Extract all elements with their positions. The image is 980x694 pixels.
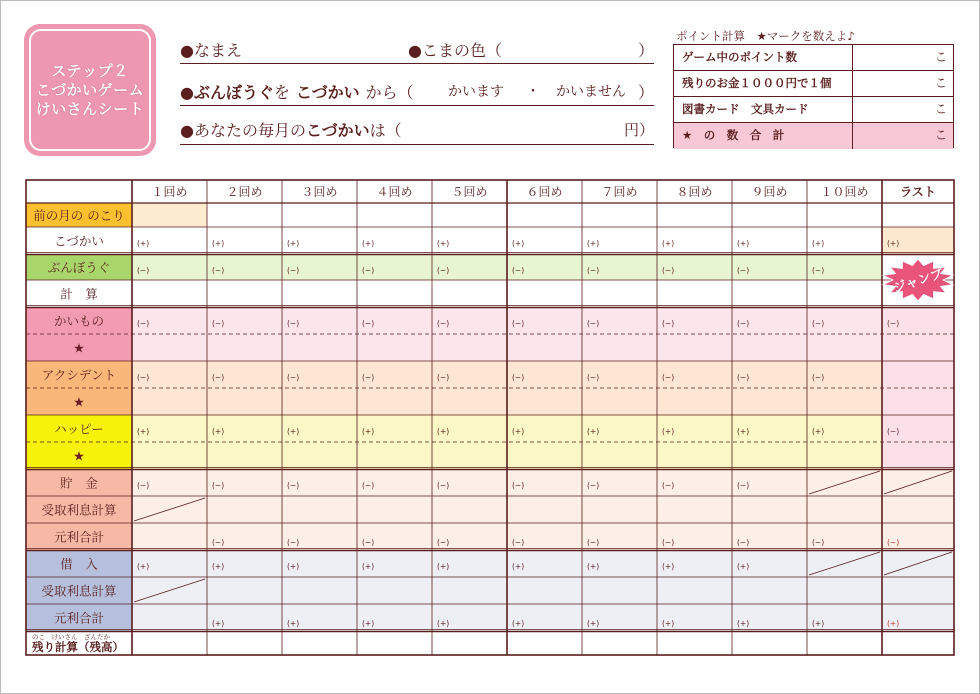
table-cell[interactable]	[132, 280, 207, 307]
sign-mark: (+)	[737, 562, 750, 571]
row-label: 元利合計	[53, 529, 105, 545]
sign-mark: (−)	[737, 373, 750, 382]
table-cell[interactable]	[732, 280, 807, 307]
table-cell[interactable]	[732, 496, 807, 523]
sign-mark: (+)	[362, 427, 375, 436]
table-cell[interactable]	[657, 203, 732, 227]
sign-mark: (+)	[662, 562, 675, 571]
table-cell[interactable]	[657, 496, 732, 523]
sign-mark: (−)	[812, 319, 825, 328]
stationery-label: ●ぶんぼうぐ	[180, 82, 274, 102]
table-cell[interactable]	[582, 442, 657, 469]
table-cell[interactable]	[582, 280, 657, 307]
allowance-bold: こづかい	[305, 120, 370, 140]
column-header: ７回め	[601, 185, 638, 199]
table-cell[interactable]	[132, 523, 207, 550]
table-cell[interactable]	[357, 631, 432, 655]
sign-mark: (−)	[362, 538, 375, 547]
sign-mark: (−)	[512, 266, 525, 275]
table-cell[interactable]	[282, 388, 357, 415]
sign-mark: (−)	[137, 373, 150, 382]
table-cell[interactable]	[657, 280, 732, 307]
sign-mark: (−)	[737, 266, 750, 275]
table-cell[interactable]	[282, 631, 357, 655]
table-cell[interactable]	[432, 442, 507, 469]
sign-mark: (+)	[512, 239, 525, 248]
option-not-buy[interactable]: かいません	[556, 84, 626, 100]
row-label: ★	[73, 341, 85, 357]
column-header: １０回め	[820, 185, 869, 199]
table-cell[interactable]	[807, 631, 882, 655]
column-header: ３回め	[301, 185, 338, 199]
table-cell[interactable]	[807, 334, 882, 361]
table-cell[interactable]	[807, 280, 882, 307]
title-line-1: ステップ２	[51, 61, 129, 80]
row-label: 貯 金	[60, 475, 98, 491]
table-cell[interactable]	[582, 203, 657, 227]
sign-mark: (−)	[362, 373, 375, 382]
table-cell[interactable]	[882, 496, 954, 523]
sign-mark: (−)	[137, 481, 150, 490]
sign-mark: (+)	[137, 427, 150, 436]
table-cell[interactable]	[132, 203, 207, 227]
sign-mark: (−)	[512, 538, 525, 547]
sign-mark: (−)	[587, 481, 600, 490]
table-cell[interactable]	[732, 334, 807, 361]
sign-mark: (−)	[662, 373, 675, 382]
sign-mark: (−)	[137, 319, 150, 328]
sign-mark: (−)	[287, 481, 300, 490]
sign-mark: (+)	[737, 427, 750, 436]
sign-mark: (−)	[662, 538, 675, 547]
sign-mark: (−)	[212, 538, 225, 547]
sign-mark: (−)	[362, 481, 375, 490]
table-cell[interactable]	[432, 388, 507, 415]
row-label: アクシデント	[41, 367, 117, 383]
table-cell[interactable]	[882, 203, 954, 227]
sign-mark: (+)	[437, 562, 450, 571]
table-cell[interactable]	[432, 631, 507, 655]
table-cell[interactable]	[582, 388, 657, 415]
table-cell[interactable]	[807, 577, 882, 604]
stationery-close: ）	[637, 82, 654, 102]
sign-mark: (−)	[662, 319, 675, 328]
table-cell[interactable]	[582, 496, 657, 523]
row-label: ハッピー	[54, 421, 104, 437]
table-cell[interactable]	[207, 496, 282, 523]
sign-mark: (+)	[587, 239, 600, 248]
table-cell[interactable]	[357, 280, 432, 307]
table-cell[interactable]	[282, 280, 357, 307]
table-cell[interactable]	[507, 203, 582, 227]
column-header: ラスト	[900, 185, 936, 199]
row-label: 借 入	[60, 556, 98, 572]
sign-mark: (−)	[212, 373, 225, 382]
yen-label: 円）	[623, 120, 654, 139]
stationery-from: から（	[365, 82, 414, 102]
sign-mark: (+)	[437, 619, 450, 628]
sign-mark: (−)	[812, 266, 825, 275]
points-unit: こ	[934, 102, 947, 116]
table-cell[interactable]	[507, 280, 582, 307]
table-cell[interactable]	[432, 577, 507, 604]
table-cell[interactable]	[507, 631, 582, 655]
sign-mark: (+)	[287, 239, 300, 248]
table-cell[interactable]	[282, 496, 357, 523]
points-unit: こ	[934, 128, 947, 142]
color-label: ●こまの色（	[408, 40, 502, 60]
sign-mark: (+)	[887, 619, 900, 628]
table-cell[interactable]	[732, 577, 807, 604]
title-line-2: こづかいゲーム	[35, 80, 145, 99]
sign-mark: (+)	[362, 239, 375, 248]
table-cell[interactable]	[507, 334, 582, 361]
table-cell[interactable]	[357, 442, 432, 469]
column-header: ９回め	[751, 185, 788, 199]
sign-mark: (−)	[737, 481, 750, 490]
table-cell[interactable]	[657, 442, 732, 469]
sign-mark: (−)	[587, 319, 600, 328]
table-cell[interactable]	[882, 442, 954, 469]
sign-mark: (+)	[212, 427, 225, 436]
table-cell[interactable]	[207, 577, 282, 604]
sign-mark: (−)	[812, 538, 825, 547]
sign-mark: (−)	[287, 538, 300, 547]
table-cell[interactable]	[207, 334, 282, 361]
color-close: ）	[637, 40, 654, 60]
sign-mark: (+)	[362, 562, 375, 571]
table-cell[interactable]	[732, 631, 807, 655]
points-unit: こ	[934, 50, 947, 64]
table-cell[interactable]	[432, 203, 507, 227]
sign-mark: (−)	[587, 538, 600, 547]
sign-mark: (−)	[362, 319, 375, 328]
sign-mark: (−)	[887, 319, 900, 328]
sign-mark: (+)	[437, 427, 450, 436]
points-row-label: 残りのお金１０００円で１個	[682, 76, 832, 90]
table-cell[interactable]	[357, 203, 432, 227]
sign-mark: (−)	[662, 481, 675, 490]
sign-mark: (−)	[437, 319, 450, 328]
sign-mark: (+)	[512, 562, 525, 571]
table-cell[interactable]	[807, 496, 882, 523]
table-cell[interactable]	[732, 388, 807, 415]
table-cell[interactable]	[357, 388, 432, 415]
row-label: 前の月の のこり	[33, 208, 125, 223]
column-header: ５回め	[451, 185, 488, 199]
sign-mark: (−)	[287, 319, 300, 328]
table-cell[interactable]	[882, 631, 954, 655]
option-buy[interactable]: かいます	[448, 84, 504, 100]
sign-mark: (−)	[137, 266, 150, 275]
points-unit: こ	[934, 76, 947, 90]
table-cell[interactable]	[132, 442, 207, 469]
table-cell[interactable]	[582, 334, 657, 361]
table-cell[interactable]	[132, 388, 207, 415]
table-cell[interactable]	[282, 334, 357, 361]
table-cell[interactable]	[282, 203, 357, 227]
table-cell[interactable]	[282, 442, 357, 469]
sign-mark: (+)	[512, 427, 525, 436]
table-cell[interactable]	[507, 577, 582, 604]
sign-mark: (+)	[212, 239, 225, 248]
sign-mark: (+)	[812, 427, 825, 436]
table-cell[interactable]	[357, 577, 432, 604]
table-cell[interactable]	[207, 280, 282, 307]
points-caption: ポイント計算 ★マークを数えよ♪	[676, 29, 855, 43]
sign-mark: (+)	[662, 427, 675, 436]
table-cell[interactable]	[882, 577, 954, 604]
table-cell[interactable]	[282, 577, 357, 604]
sign-mark: (−)	[212, 266, 225, 275]
table-cell[interactable]	[882, 388, 954, 415]
option-separator: ・	[526, 84, 540, 100]
table-cell[interactable]	[807, 388, 882, 415]
table-cell[interactable]	[357, 334, 432, 361]
sign-mark: (+)	[437, 239, 450, 248]
row-label: 受取利息計算	[41, 502, 117, 518]
sign-mark: (−)	[437, 538, 450, 547]
table-cell[interactable]	[432, 334, 507, 361]
sign-mark: (+)	[287, 619, 300, 628]
row-label: 計 算	[60, 286, 98, 302]
table-cell[interactable]	[807, 203, 882, 227]
table-cell[interactable]	[582, 631, 657, 655]
sign-mark: (+)	[587, 619, 600, 628]
sign-mark: (−)	[737, 538, 750, 547]
name-label: ●なまえ	[180, 40, 242, 60]
table-cell[interactable]	[132, 631, 207, 655]
sign-mark: (+)	[287, 427, 300, 436]
sign-mark: (−)	[287, 266, 300, 275]
row-label: ぶんぼうぐ	[47, 260, 111, 275]
column-header: ２回め	[226, 185, 263, 199]
sign-mark: (+)	[137, 239, 150, 248]
sign-mark: (+)	[137, 562, 150, 571]
table-cell[interactable]	[657, 631, 732, 655]
table-cell[interactable]	[432, 280, 507, 307]
sign-mark: (+)	[212, 619, 225, 628]
row-label: かいもの	[53, 313, 105, 329]
sign-mark: (−)	[437, 266, 450, 275]
sign-mark: (−)	[812, 373, 825, 382]
table-cell[interactable]	[657, 577, 732, 604]
table-cell[interactable]	[882, 334, 954, 361]
row-label-ruby: のこ けいさん ざんだか	[32, 633, 110, 641]
sign-mark: (+)	[812, 619, 825, 628]
points-row-label: ゲーム中のポイント数	[682, 50, 797, 64]
sign-mark: (−)	[587, 266, 600, 275]
table-cell[interactable]	[807, 442, 882, 469]
sign-mark: (+)	[662, 619, 675, 628]
column-header: １回め	[151, 185, 188, 199]
sign-mark: (+)	[287, 562, 300, 571]
points-row-label: ★ の 数 合 計	[682, 128, 785, 142]
table-cell[interactable]	[507, 388, 582, 415]
table-cell[interactable]	[882, 361, 954, 388]
column-header: ８回め	[676, 185, 713, 199]
sign-mark: (−)	[437, 481, 450, 490]
sign-mark: (+)	[587, 562, 600, 571]
sign-mark: (−)	[512, 319, 525, 328]
sign-mark: (−)	[887, 538, 900, 547]
points-row-label: 図書カード 文具カード	[682, 102, 809, 116]
table-cell[interactable]	[207, 203, 282, 227]
allowance-ha: は（	[369, 120, 402, 140]
row-label: ★	[73, 449, 85, 465]
table-cell[interactable]	[507, 496, 582, 523]
sign-mark: (−)	[512, 481, 525, 490]
table-cell[interactable]	[732, 203, 807, 227]
stationery-allowance: こづかい	[295, 82, 360, 102]
table-cell[interactable]	[507, 442, 582, 469]
table-cell[interactable]	[207, 442, 282, 469]
jump-label: ジャンプ	[891, 266, 946, 297]
table-cell[interactable]	[357, 496, 432, 523]
sign-mark: (+)	[662, 239, 675, 248]
sign-mark: (−)	[287, 373, 300, 382]
sign-mark: (+)	[737, 239, 750, 248]
table-cell[interactable]	[432, 496, 507, 523]
row-label: 残り計算（残高）	[32, 640, 124, 654]
table-cell[interactable]	[732, 442, 807, 469]
sign-mark: (−)	[437, 373, 450, 382]
sign-mark: (+)	[587, 427, 600, 436]
sign-mark: (−)	[662, 266, 675, 275]
table-cell[interactable]	[582, 577, 657, 604]
row-label: 受取利息計算	[41, 583, 117, 599]
table-cell[interactable]	[207, 388, 282, 415]
table-cell[interactable]	[657, 334, 732, 361]
stationery-wo: を	[273, 82, 290, 102]
allowance-label: ●あなたの毎月の	[180, 120, 306, 140]
row-label: こづかい	[54, 233, 104, 249]
sign-mark: (−)	[587, 373, 600, 382]
row-label: ★	[73, 395, 85, 411]
sign-mark: (−)	[737, 319, 750, 328]
table-cell[interactable]	[207, 631, 282, 655]
sign-mark: (+)	[362, 619, 375, 628]
table-cell[interactable]	[132, 604, 207, 631]
sign-mark: (−)	[512, 373, 525, 382]
sign-mark: (−)	[362, 266, 375, 275]
table-cell[interactable]	[657, 388, 732, 415]
sign-mark: (+)	[737, 619, 750, 628]
column-header: ６回め	[526, 185, 563, 199]
table-cell[interactable]	[132, 334, 207, 361]
sign-mark: (+)	[212, 562, 225, 571]
sign-mark: (−)	[212, 481, 225, 490]
sign-mark: (+)	[512, 619, 525, 628]
sign-mark: (−)	[887, 427, 900, 436]
column-header: ４回め	[376, 185, 413, 199]
row-label: 元利合計	[53, 610, 105, 626]
sign-mark: (+)	[887, 239, 900, 248]
title-line-3: けいさんシート	[35, 99, 145, 118]
sign-mark: (−)	[212, 319, 225, 328]
sign-mark: (+)	[812, 239, 825, 248]
